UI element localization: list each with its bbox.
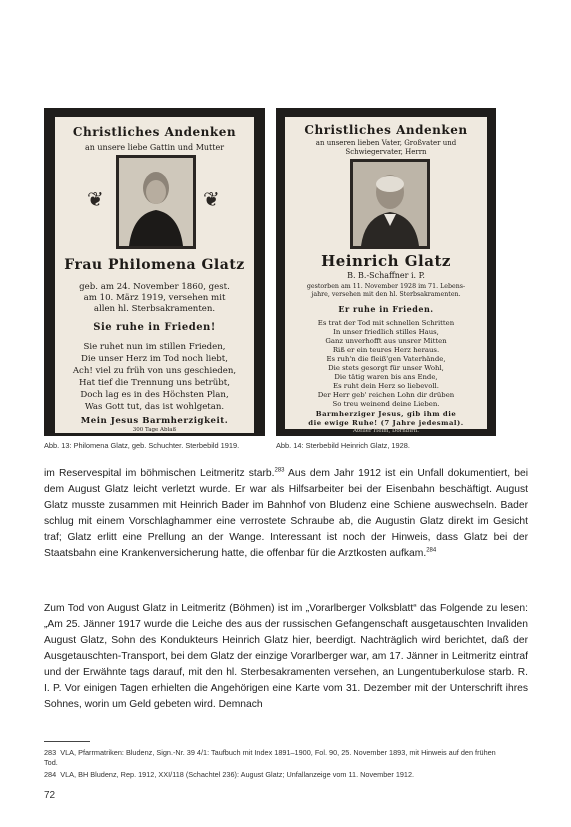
- card-paper: [285, 117, 487, 429]
- portrait-photo: [116, 155, 196, 249]
- verse-line: Riß er ein teures Herz heraus.: [332, 346, 440, 354]
- verse-line: So treu weinend deine Lieben.: [332, 400, 440, 408]
- card-footer: Atelier Heim, Dornbirn.: [352, 428, 420, 434]
- portrait-photo: [350, 159, 430, 249]
- verse-line: Es ruht dein Herz so liebevoll.: [333, 382, 439, 390]
- verse-line: Es trat der Tod mit schnellen Schritten: [317, 319, 455, 327]
- caption-abb-13: Abb. 13: Philomena Glatz, geb. Schuchter. Sterbebild 1919.: [44, 441, 240, 450]
- verse-line: Die unser Herz im Tod noch liebt,: [81, 354, 228, 364]
- dates-line-1: gestorben am 11. November 1928 im 71. Lebens-: [306, 283, 466, 290]
- verse-line: Ach! viel zu früh von uns geschieden,: [72, 366, 237, 376]
- paragraph-2: [44, 601, 528, 713]
- dates-line-2: jahre, versehen mit den hl. Sterbsakramenten.: [311, 291, 461, 298]
- footnote-text: VLA, BH Bludenz, Rep. 1912, XXI/118 (Schachtel 236): August Glatz; Unfallanzeige vom 11. November 1912.: [60, 770, 415, 779]
- footnote-rule: [44, 741, 90, 742]
- card-heading: Christliches Andenken: [304, 123, 468, 137]
- verse-line: Es ruh'n die fleiß'gen Vaterhände,: [326, 355, 446, 363]
- footnote-text: VLA, Pfarrmatriken: Bludenz, Sign.-Nr. 39 4/1: Taufbuch mit Index 1891–1900, Fol. 90, 25. November 1893, mit Hinweis auf den frühen Tod.: [44, 748, 496, 767]
- ornament-left-icon: ❦: [87, 187, 104, 211]
- card-paper: [55, 117, 254, 433]
- card-closing: die ewige Ruhe! (7 Jahre jedesmal).: [308, 419, 464, 427]
- death-card-philomena: [44, 108, 265, 436]
- dates-line-3: allen hl. Sterbsakramenten.: [93, 304, 216, 314]
- card-closing: Barmherziger Jesus, gib ihm die: [315, 410, 457, 418]
- footnote-ref-283[interactable]: 283: [274, 467, 285, 474]
- verse-line: Hat tief die Trennung uns betrübt,: [79, 378, 230, 388]
- deceased-title: B. B.-Schaffner i. P.: [347, 271, 425, 280]
- footnote-284: [44, 770, 499, 780]
- verse-line: Die stets gesorgt für unser Wohl,: [328, 364, 444, 372]
- death-card-heinrich: [276, 108, 496, 436]
- footnote-283: [44, 748, 499, 768]
- card-subheading: an unseren lieben Vater, Großvater und: [315, 139, 457, 147]
- paragraph-1: [44, 466, 528, 562]
- card-subheading: Schwiegervater, Herrn: [345, 148, 427, 156]
- footnote-number: 284: [44, 770, 57, 779]
- verse-line: Doch lag es in des Höchsten Plan,: [80, 390, 229, 400]
- verse-line: Die tätig waren bis ans Ende,: [334, 373, 438, 381]
- verse-line: Der Herr geb' reichen Lohn dir drüben: [317, 391, 455, 399]
- verse-line: Ganz unverhofft aus unsrer Mitten: [325, 337, 447, 345]
- verse-line: Sie ruhet nun im stillen Frieden,: [83, 342, 226, 352]
- paragraph-text: Zum Tod von August Glatz in Leitmeritz (Böhmen) ist im „Vorarlberger Volksblatt“ das Folgende zu lesen: „Am 25. Jänner 1917 wurde die Leiche des aus der russischen Gefangenschaft ausgetauschten Invaliden August Glatz, Sohn des Kondukteurs Heinrich Glatz hier, beerdigt. Nachträglich wird berichtet, daß der Ausgetauschten-Transport, bei dem Glatz der einzige Vorarlberger war, am 17. Jänner in Leitmeritz eintraf und der Erwähnte tags darauf, mit den hl. Sterbesakramenten versehen, an Lungentuberkulose starb. R. I. P. Vor einigen Tagen erhielten die Angehörigen eine Karte vom 31. Dezember mit der Unterschrift ihres Sohnes, worin um Geld gebeten wird. Demnach: [44, 603, 528, 710]
- dates-line-1: geb. am 24. November 1860, gest.: [79, 282, 230, 292]
- deceased-name: Heinrich Glatz: [321, 252, 451, 270]
- ornament-right-icon: ❦: [203, 187, 220, 211]
- rest-in-peace: Er ruhe in Frieden.: [338, 304, 434, 314]
- verse-line: Was Gott tut, das ist wohlgetan.: [84, 402, 225, 412]
- verse-line: In unser friedlich stilles Haus,: [333, 328, 439, 336]
- dates-line-2: am 10. März 1919, versehen mit: [83, 293, 226, 303]
- caption-abb-14: Abb. 14: Sterbebild Heinrich Glatz, 1928.: [276, 441, 410, 450]
- paragraph-text: im Reservespital im böhmischen Leitmeritz starb.: [44, 468, 275, 479]
- card-heading: Christliches Andenken: [72, 125, 237, 139]
- footnote-ref-284[interactable]: 284: [426, 547, 437, 554]
- card-closing: Mein Jesus Barmherzigkeit.: [80, 416, 229, 426]
- rest-in-peace: Sie ruhe in Frieden!: [93, 322, 216, 333]
- paragraph-text: Aus dem Jahr 1912 ist ein Unfall dokumentiert, bei dem August Glatz leicht verletzt wurde. Er war als Hilfsarbeiter bei der Eisenbahn beschäftigt. August Glatz musste zusammen mit Heinrich Bader im Bahnhof von Bludenz eine Schiene auswechseln. Bader schlug mit einem Vorschlaghammer eine verrostete Schraube ab, die Augustin Glatz direkt im Gesicht traf; Glatz erlitt eine Prellung an der Wange. Interessant ist noch der Hinweis, dass Glatz bei der Staatsbahn eine Krankenversicherung hatte, die offenbar für die Arztkosten aufkam.: [44, 468, 528, 559]
- page-number: 72: [44, 790, 56, 801]
- deceased-name: Frau Philomena Glatz: [64, 257, 245, 273]
- footnote-number: 283: [44, 748, 57, 757]
- card-subheading: an unsere liebe Gattin und Mutter: [84, 143, 225, 152]
- card-footer: 300 Tage Ablaß: [132, 427, 177, 433]
